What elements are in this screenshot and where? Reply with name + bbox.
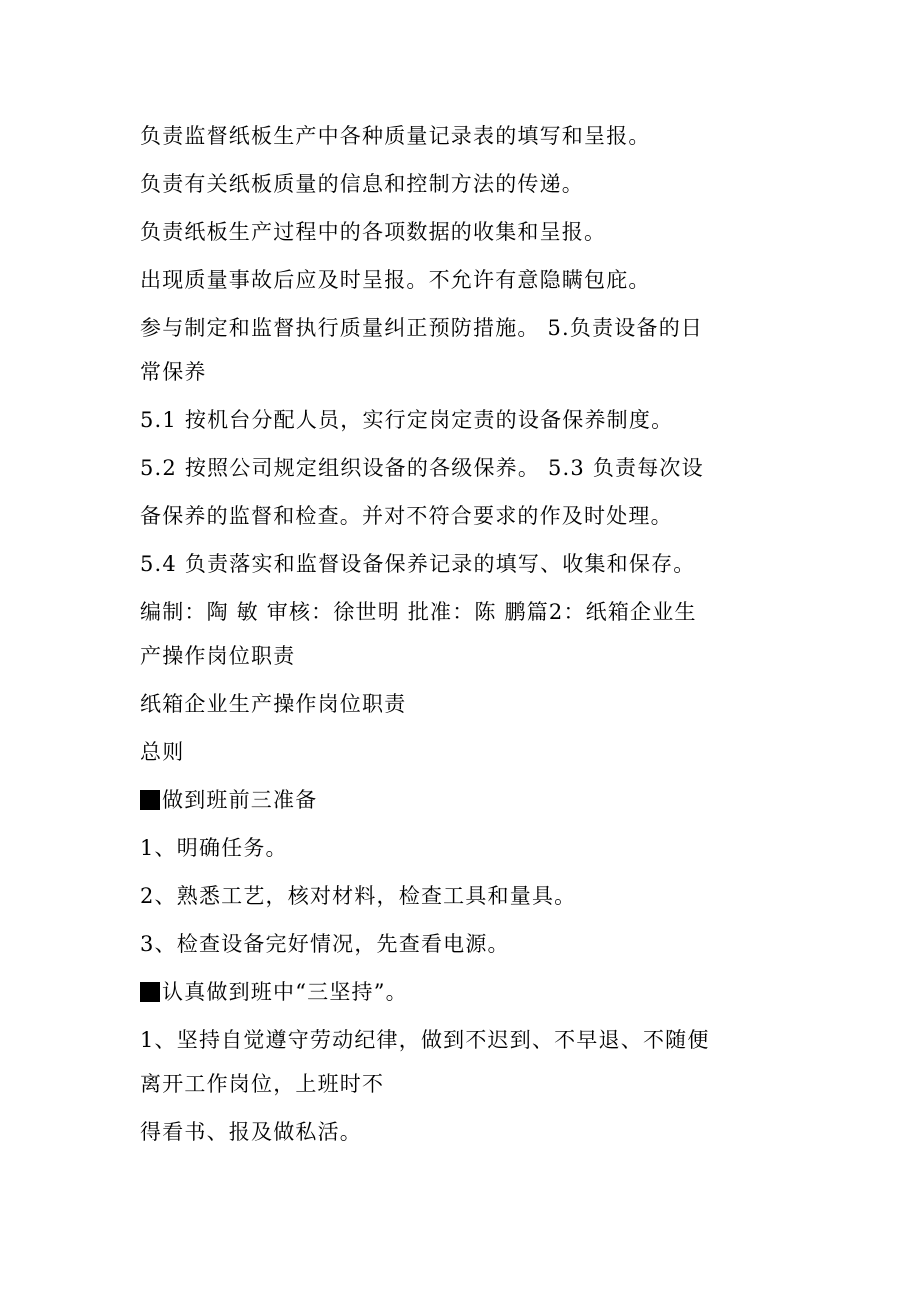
paragraph-line: 5.4 负责落实和监督设备保养记录的填写、收集和保存。 [140, 552, 696, 576]
paragraph-line: 常保养 [140, 360, 207, 384]
bullet-heading-text: 认真做到班中“三坚持”。 [162, 980, 408, 1004]
paragraph-line: 出现质量事故后应及时呈报。不允许有意隐瞒包庇。 [140, 268, 651, 292]
paragraph-line: 负责监督纸板生产中各种质量记录表的填写和呈报。 [140, 124, 651, 148]
document-page [140, 118, 790, 1162]
bullet-heading-text: 做到班前三准备 [162, 788, 318, 812]
bullet-heading-line [140, 974, 790, 1022]
paragraph-line: 产操作岗位职责 [140, 644, 296, 668]
paragraph-line: 得看书、报及做私活。 [140, 1120, 362, 1144]
heading-line: 纸箱企业生产操作岗位职责 [140, 692, 407, 716]
square-bullet-icon [140, 790, 160, 810]
paragraph-line: 编制：陶 敏 审核：徐世明 批准：陈 鹏篇2：纸箱企业生 [140, 600, 697, 624]
paragraph-line: 1、坚持自觉遵守劳动纪律，做到不迟到、不早退、不随便 [140, 1028, 710, 1052]
square-bullet-icon [140, 982, 160, 1002]
heading-line: 总则 [140, 740, 185, 764]
paragraph-line: 5.1 按机台分配人员，实行定岗定责的设备保养制度。 [140, 408, 674, 432]
paragraph-line: 1、明确任务。 [140, 836, 288, 860]
bullet-heading-line [140, 782, 790, 830]
paragraph-line: 离开工作岗位，上班时不 [140, 1072, 385, 1096]
paragraph-line: 负责纸板生产过程中的各项数据的收集和呈报。 [140, 220, 607, 244]
paragraph-line: 负责有关纸板质量的信息和控制方法的传递。 [140, 172, 584, 196]
paragraph-line: 备保养的监督和检查。并对不符合要求的作及时处理。 [140, 504, 673, 528]
paragraph-line: 参与制定和监督执行质量纠正预防措施。 5.负责设备的日 [140, 316, 704, 340]
paragraph-line: 3、检查设备完好情况，先查看电源。 [140, 932, 510, 956]
paragraph-line: 5.2 按照公司规定组织设备的各级保养。 5.3 负责每次设 [140, 456, 704, 480]
paragraph-line: 2、熟悉工艺，核对材料，检查工具和量具。 [140, 884, 577, 908]
